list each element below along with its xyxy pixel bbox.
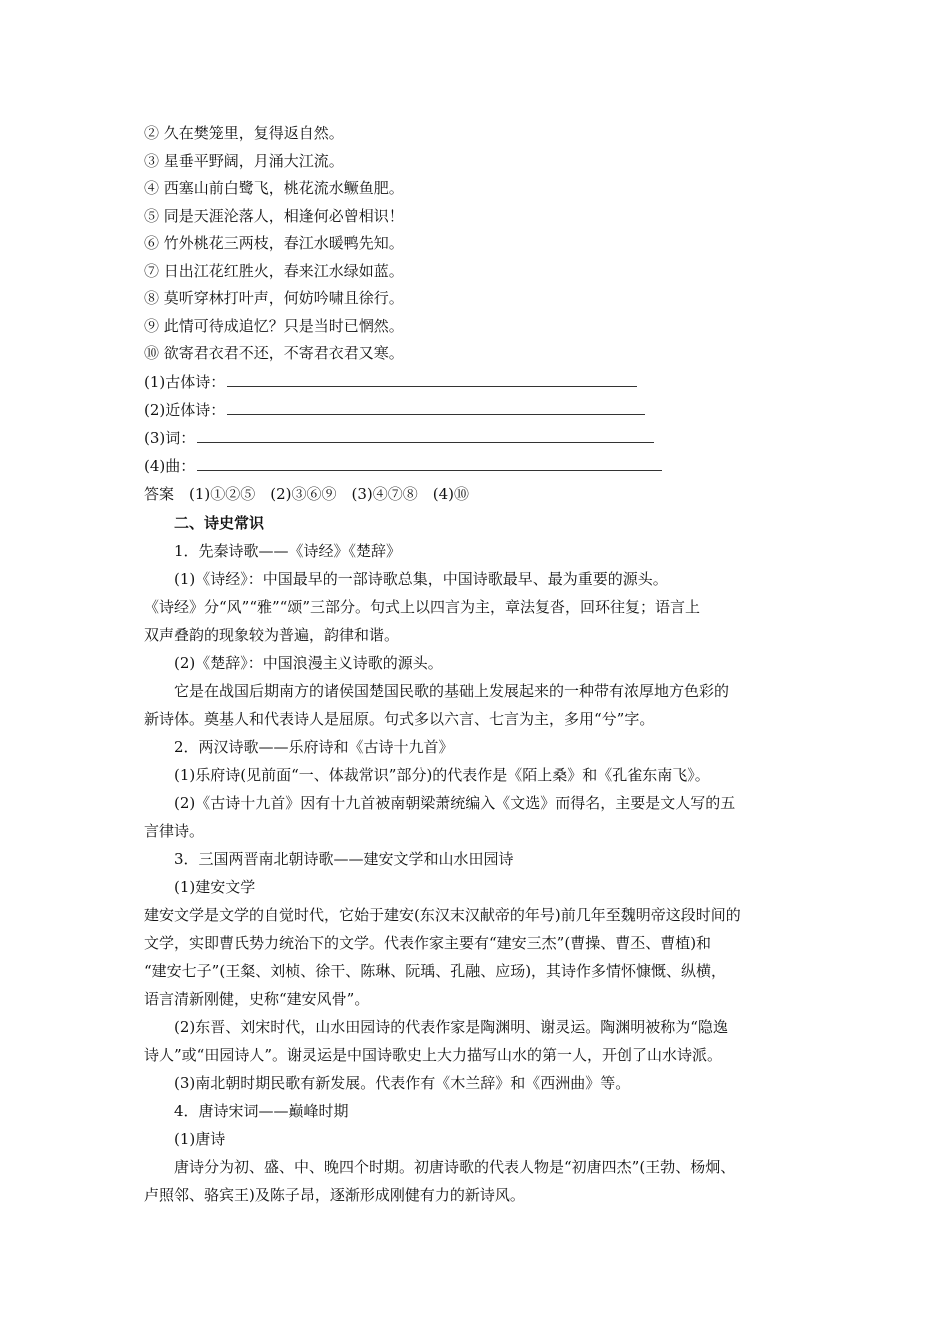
example-line: ⑤ 同是天涯沦落人，相逢何必曾相识！ bbox=[144, 207, 404, 225]
paragraph-line: 文学，实即曹氏势力统治下的文学。代表作家主要有“建安三杰”(曹操、曹丕、曹植)和 bbox=[144, 934, 712, 952]
blank-label: (1)古体诗： bbox=[144, 373, 226, 391]
subheading: 4．唐诗宋词——巅峰时期 bbox=[174, 1102, 349, 1120]
blank-label: (4)曲： bbox=[144, 457, 196, 475]
example-line: ④ 西塞山前白鹭飞，桃花流水鳜鱼肥。 bbox=[144, 179, 404, 197]
paragraph-line: 《诗经》分“风”“雅”“颂”三部分。句式上以四言为主，章法复沓，回环往复；语言上 bbox=[144, 598, 701, 616]
paragraph-line: (2)东晋、刘宋时代，山水田园诗的代表作家是陶渊明、谢灵运。陶渊明被称为“隐逸 bbox=[174, 1018, 728, 1036]
blank-row-ancient bbox=[144, 371, 637, 393]
subheading: 1．先秦诗歌——《诗经》《楚辞》 bbox=[174, 542, 402, 560]
blank-label: (3)词： bbox=[144, 429, 196, 447]
example-line: ⑥ 竹外桃花三两枝，春江水暖鸭先知。 bbox=[144, 234, 404, 252]
paragraph-line: 诗人”或“田园诗人”。谢灵运是中国诗歌史上大力描写山水的第一人，开创了山水诗派。 bbox=[144, 1046, 723, 1064]
paragraph-line: 言律诗。 bbox=[144, 822, 205, 840]
paragraph-line: 新诗体。奠基人和代表诗人是屈原。句式多以六言、七言为主，多用“兮”字。 bbox=[144, 710, 655, 728]
answer-blank-line bbox=[197, 428, 654, 443]
subheading: (1)唐诗 bbox=[174, 1130, 226, 1148]
answer-blank-line bbox=[197, 456, 662, 471]
blank-row-ci bbox=[144, 427, 654, 449]
paragraph-line: (2)《古诗十九首》因有十九首被南朝梁萧统编入《文选》而得名，主要是文人写的五 bbox=[174, 794, 736, 812]
subheading: (1)建安文学 bbox=[174, 878, 256, 896]
subheading: 2．两汉诗歌——乐府诗和《古诗十九首》 bbox=[174, 738, 454, 756]
example-line: ⑩ 欲寄君衣君不还，不寄君衣君又寒。 bbox=[144, 344, 404, 362]
paragraph-line: 唐诗分为初、盛、中、晚四个时期。初唐诗歌的代表人物是“初唐四杰”(王勃、杨炯、 bbox=[174, 1158, 736, 1176]
blank-label: (2)近体诗： bbox=[144, 401, 226, 419]
section-title: 二、诗史常识 bbox=[174, 514, 265, 532]
subheading: 3．三国两晋南北朝诗歌——建安文学和山水田园诗 bbox=[174, 850, 514, 868]
paragraph-line: (1)《诗经》：中国最早的一部诗歌总集，中国诗歌最早、最为重要的源头。 bbox=[174, 570, 668, 588]
answer-line: 答案 (1)①②⑤ (2)③⑥⑨ (3)④⑦⑧ (4)⑩ bbox=[144, 485, 469, 503]
example-line: ⑨ 此情可待成追忆？只是当时已惘然。 bbox=[144, 317, 404, 335]
paragraph-line: 建安文学是文学的自觉时代，它始于建安(东汉末汉献帝的年号)前几年至魏明帝这段时间的 bbox=[144, 906, 741, 924]
paragraph-line: 语言清新刚健，史称“建安风骨”。 bbox=[144, 990, 370, 1008]
paragraph-line: (1)乐府诗(见前面“一、体裁常识”部分)的代表作是《陌上桑》和《孔雀东南飞》。 bbox=[174, 766, 710, 784]
paragraph-line: (3)南北朝时期民歌有新发展。代表作有《木兰辞》和《西洲曲》等。 bbox=[174, 1074, 631, 1092]
paragraph-line: 卢照邻、骆宾王)及陈子昂，逐渐形成刚健有力的新诗风。 bbox=[144, 1186, 525, 1204]
paragraph-line: “建安七子”(王粲、刘桢、徐干、陈琳、阮瑀、孔融、应玚)，其诗作多情怀慷慨、纵横， bbox=[144, 962, 727, 980]
paragraph-line: 双声叠韵的现象较为普遍，韵律和谐。 bbox=[144, 626, 400, 644]
example-line: ③ 星垂平野阔，月涌大江流。 bbox=[144, 152, 344, 170]
answer-blank-line bbox=[227, 372, 637, 387]
example-line: ⑧ 莫听穿林打叶声，何妨吟啸且徐行。 bbox=[144, 289, 404, 307]
blank-row-qu bbox=[144, 455, 662, 477]
example-line: ⑦ 日出江花红胜火，春来江水绿如蓝。 bbox=[144, 262, 404, 280]
blank-row-modern bbox=[144, 399, 645, 421]
paragraph-line: 它是在战国后期南方的诸侯国楚国民歌的基础上发展起来的一种带有浓厚地方色彩的 bbox=[174, 682, 730, 700]
example-line: ② 久在樊笼里，复得返自然。 bbox=[144, 124, 344, 142]
answer-blank-line bbox=[227, 400, 645, 415]
paragraph-line: (2)《楚辞》：中国浪漫主义诗歌的源头。 bbox=[174, 654, 443, 672]
